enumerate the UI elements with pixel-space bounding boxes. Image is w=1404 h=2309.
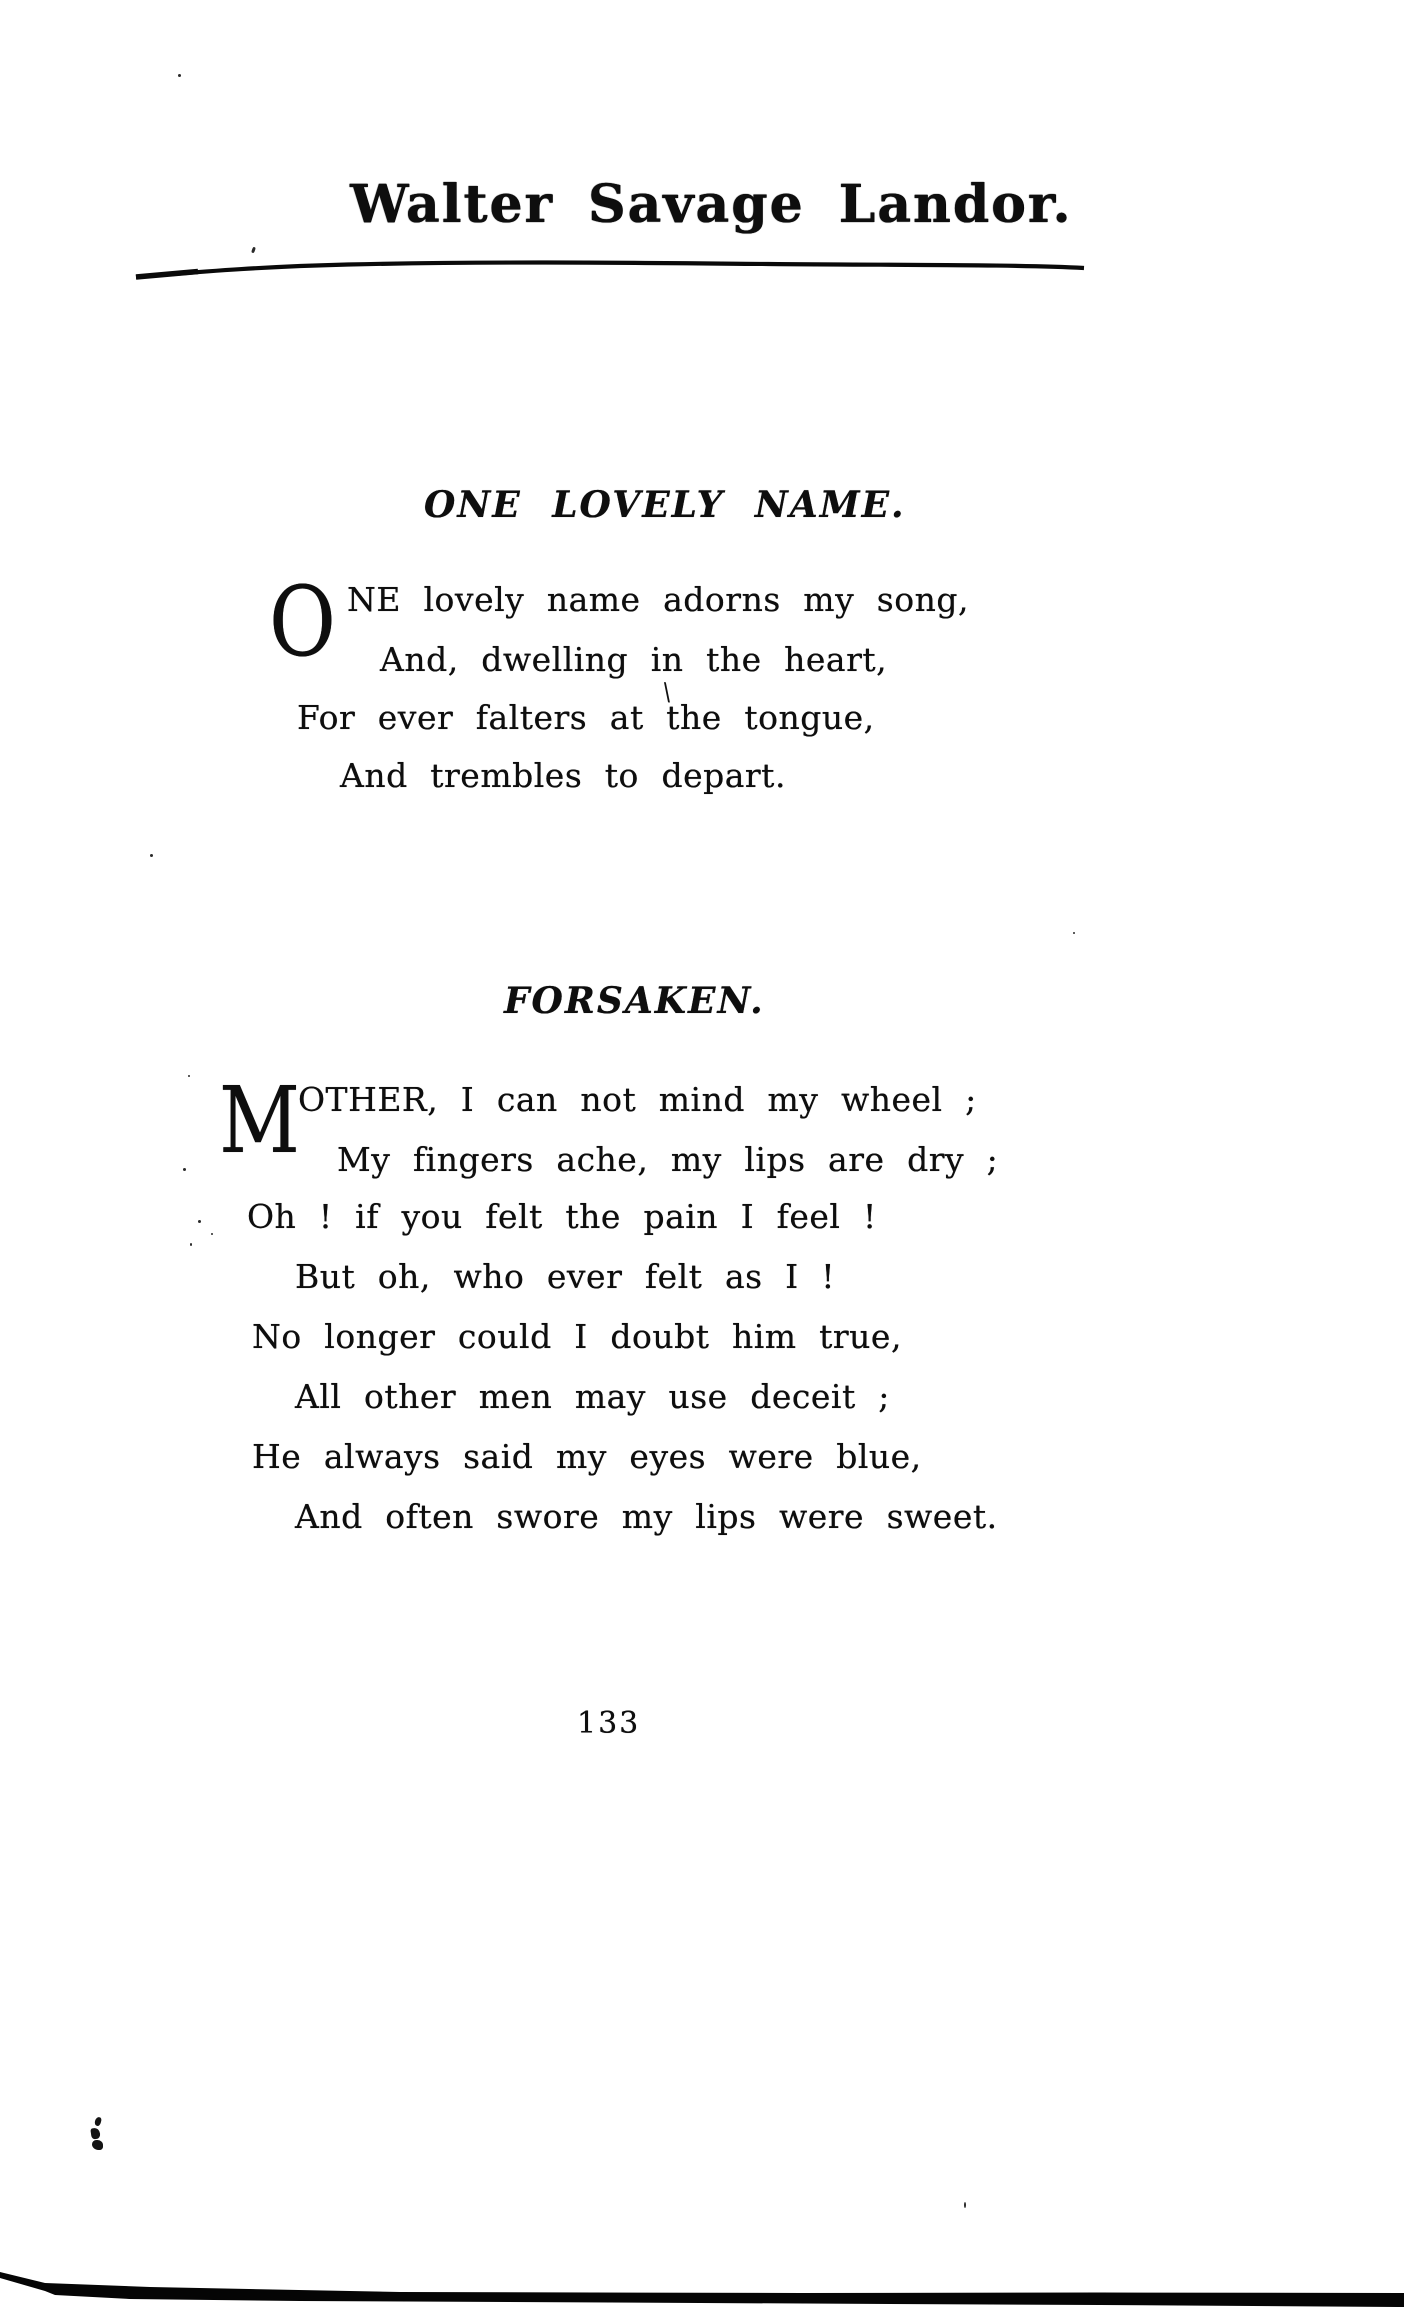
poem2-line-4: But oh, who ever felt as I !	[295, 1257, 835, 1296]
noise-speck	[964, 2202, 966, 2208]
poem1-line-4: And trembles to depart.	[340, 756, 786, 795]
page-number: 133	[577, 1706, 641, 1741]
noise-speck	[178, 74, 181, 77]
noise-speck	[183, 1168, 186, 1171]
ink-smudge	[92, 2140, 103, 2150]
ink-smudge	[90, 2127, 100, 2139]
noise-speck	[211, 1233, 213, 1235]
poem2-line-5: No longer could I doubt him true,	[252, 1317, 902, 1356]
noise-speck	[1073, 932, 1075, 934]
poem2-line-3: Oh ! if you felt the pain I feel !	[247, 1197, 877, 1236]
noise-speck	[188, 1075, 190, 1077]
stray-ink-mark: \	[661, 677, 673, 707]
poem2-line-2: My fingers ache, my lips are dry ;	[337, 1140, 999, 1179]
noise-speck	[190, 1243, 192, 1246]
noise-speck	[150, 854, 153, 857]
drop-cap-o: O	[269, 566, 336, 678]
poem-title-forsaken: FORSAKEN.	[504, 980, 765, 1022]
drop-cap-m: M	[219, 1067, 301, 1174]
poem1-line-1: NE lovely name adorns my song,	[347, 580, 969, 619]
scan-artifact-bar	[0, 2264, 1404, 2309]
ink-smudge	[94, 2116, 102, 2126]
poem1-line-3: For ever falters at the tongue,	[297, 698, 875, 737]
poem1-line-2: And, dwelling in the heart,	[380, 640, 888, 679]
poem2-line-6: All other men may use deceit ;	[295, 1377, 890, 1416]
noise-speck	[198, 1220, 201, 1223]
poem2-line-1: OTHER, I can not mind my wheel ;	[298, 1080, 977, 1119]
running-header: Walter Savage Landor.	[350, 174, 1073, 235]
noise-speck	[251, 247, 256, 254]
poem-title-one-lovely-name: ONE LOVELY NAME.	[424, 484, 906, 526]
poem2-line-7: He always said my eyes were blue,	[252, 1437, 922, 1476]
header-rule	[128, 256, 1092, 284]
poem2-line-8: And often swore my lips were sweet.	[295, 1497, 998, 1536]
